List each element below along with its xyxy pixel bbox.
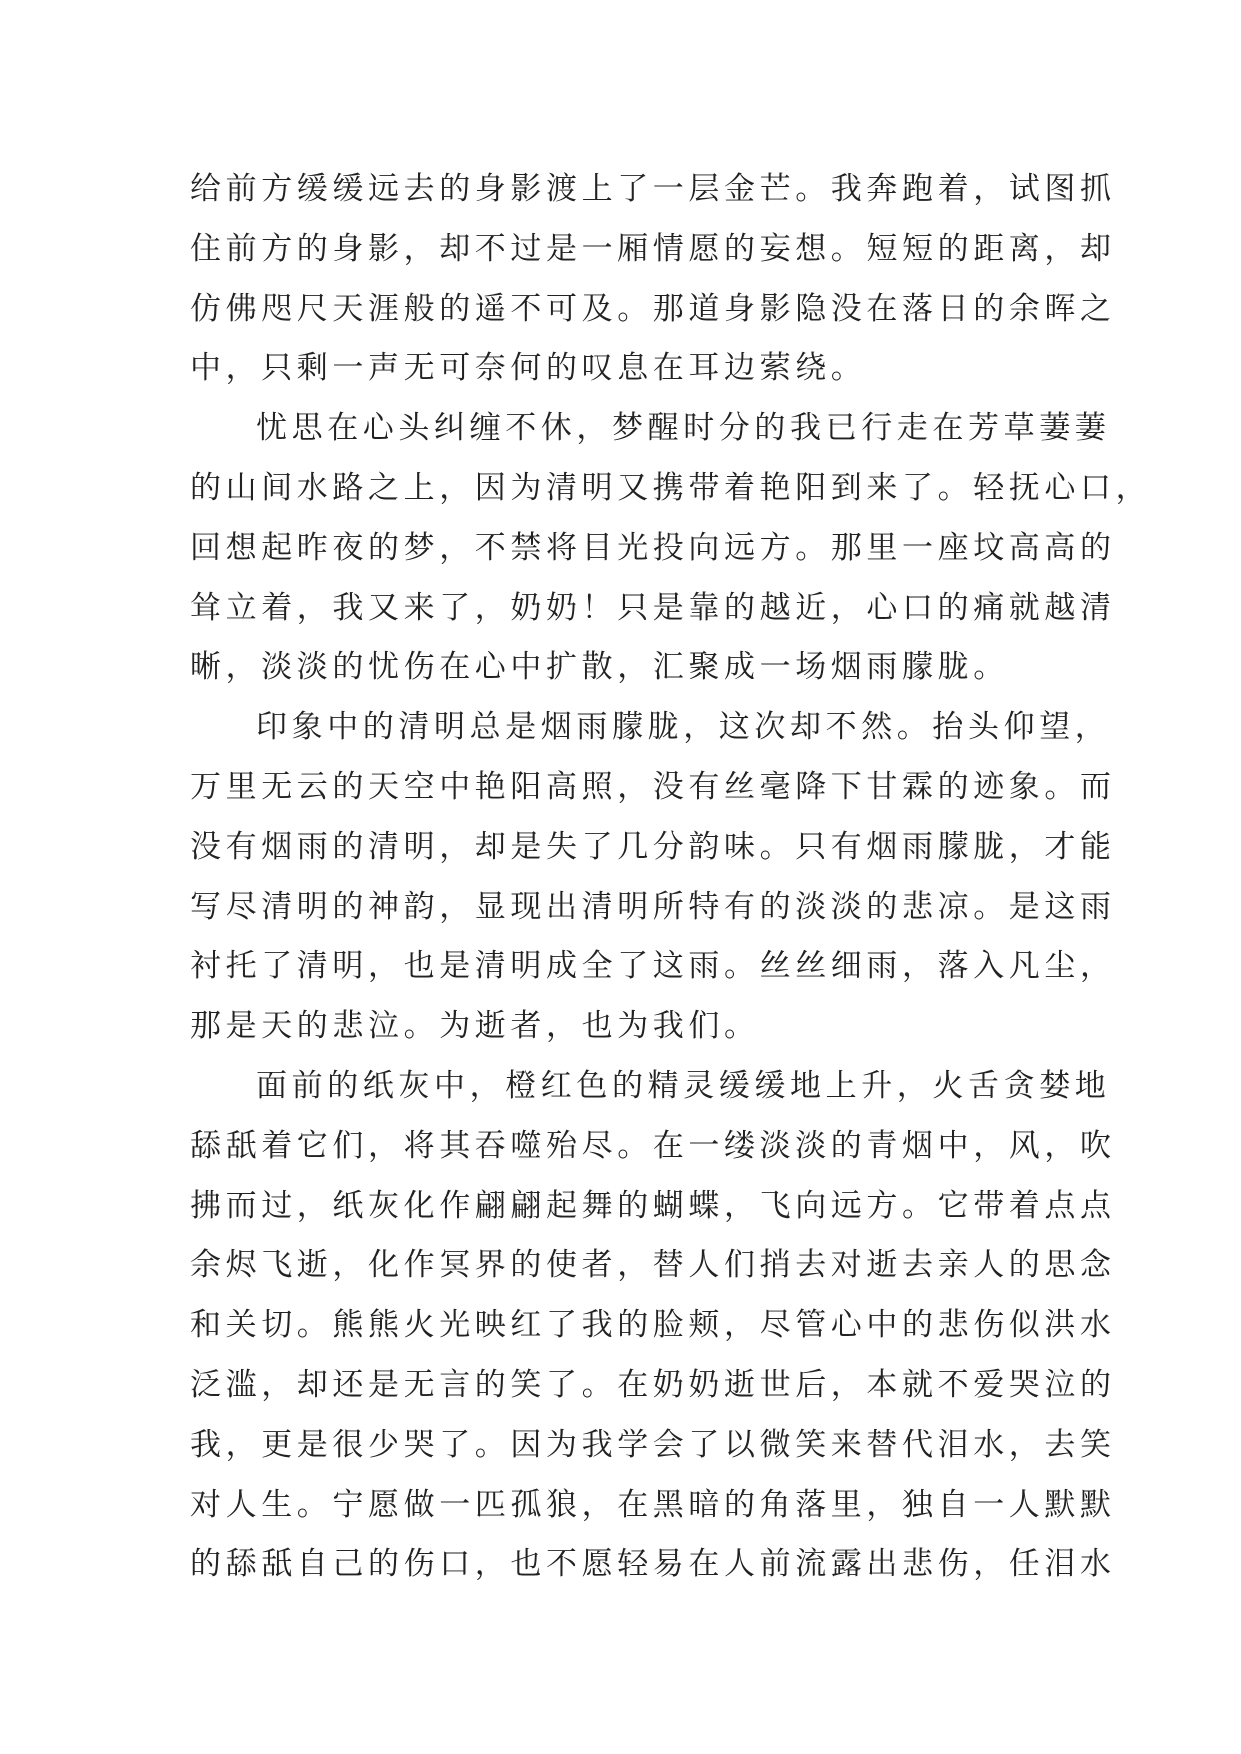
text-line: 泛滥，却还是无言的笑了。在奶奶逝世后，本就不爱哭泣的 xyxy=(190,1366,1116,1403)
paragraph-first-line: 印象中的清明总是烟雨朦胧，这次却不然。抬头仰望， xyxy=(256,709,1111,746)
paragraph-first-line: 面前的纸灰中，橙红色的精灵缓缓地上升，火舌贪婪地 xyxy=(256,1067,1111,1104)
text-line: 没有烟雨的清明，却是失了几分韵味。只有烟雨朦胧，才能 xyxy=(190,828,1116,865)
text-line: 的舔舐自己的伤口，也不愿轻易在人前流露出悲伤，任泪水 xyxy=(190,1546,1116,1583)
text-line: 和关切。熊熊火光映红了我的脸颊，尽管心中的悲伤似洪水 xyxy=(190,1307,1116,1344)
text-line: 拂而过，纸灰化作翩翩起舞的蝴蝶，飞向远方。它带着点点 xyxy=(190,1187,1116,1224)
text-line: 中，只剩一声无可奈何的叹息在耳边萦绕。 xyxy=(190,350,867,387)
text-line: 回想起昨夜的梦，不禁将目光投向远方。那里一座坟高高的 xyxy=(190,529,1116,566)
text-line: 住前方的身影，却不过是一厢情愿的妄想。短短的距离，却 xyxy=(190,230,1116,267)
text-line: 衬托了清明，也是清明成全了这雨。丝丝细雨，落入凡尘， xyxy=(190,948,1116,985)
text-line: 给前方缓缓远去的身影渡上了一层金芒。我奔跑着，试图抓 xyxy=(190,171,1116,207)
text-line: 对人生。宁愿做一匹孤狼，在黑暗的角落里，独自一人默默 xyxy=(190,1486,1116,1523)
text-line: 仿佛咫尺天涯般的遥不可及。那道身影隐没在落日的余晖之 xyxy=(190,290,1116,327)
text-line: 耸立着，我又来了，奶奶！只是靠的越近，心口的痛就越清 xyxy=(190,589,1116,626)
text-line: 写尽清明的神韵，显现出清明所特有的淡淡的悲凉。是这雨 xyxy=(190,888,1116,925)
text-line: 的山间水路之上，因为清明又携带着艳阳到来了。轻抚心口， xyxy=(190,469,1152,506)
text-line: 我，更是很少哭了。因为我学会了以微笑来替代泪水，去笑 xyxy=(190,1426,1116,1463)
text-line: 万里无云的天空中艳阳高照，没有丝毫降下甘霖的迹象。而 xyxy=(190,768,1116,805)
text-line: 晰，淡淡的忧伤在心中扩散，汇聚成一场烟雨朦胧。 xyxy=(190,649,1009,686)
text-line: 那是天的悲泣。为逝者，也为我们。 xyxy=(190,1008,760,1045)
essay-body xyxy=(190,160,1152,1595)
text-line: 余烬飞逝，化作冥界的使者，替人们捎去对逝去亲人的思念 xyxy=(190,1247,1116,1284)
text-line: 舔舐着它们，将其吞噬殆尽。在一缕淡淡的青烟中，风，吹 xyxy=(190,1127,1116,1164)
paragraph-first-line: 忧思在心头纠缠不休，梦醒时分的我已行走在芳草萋萋 xyxy=(256,410,1111,447)
